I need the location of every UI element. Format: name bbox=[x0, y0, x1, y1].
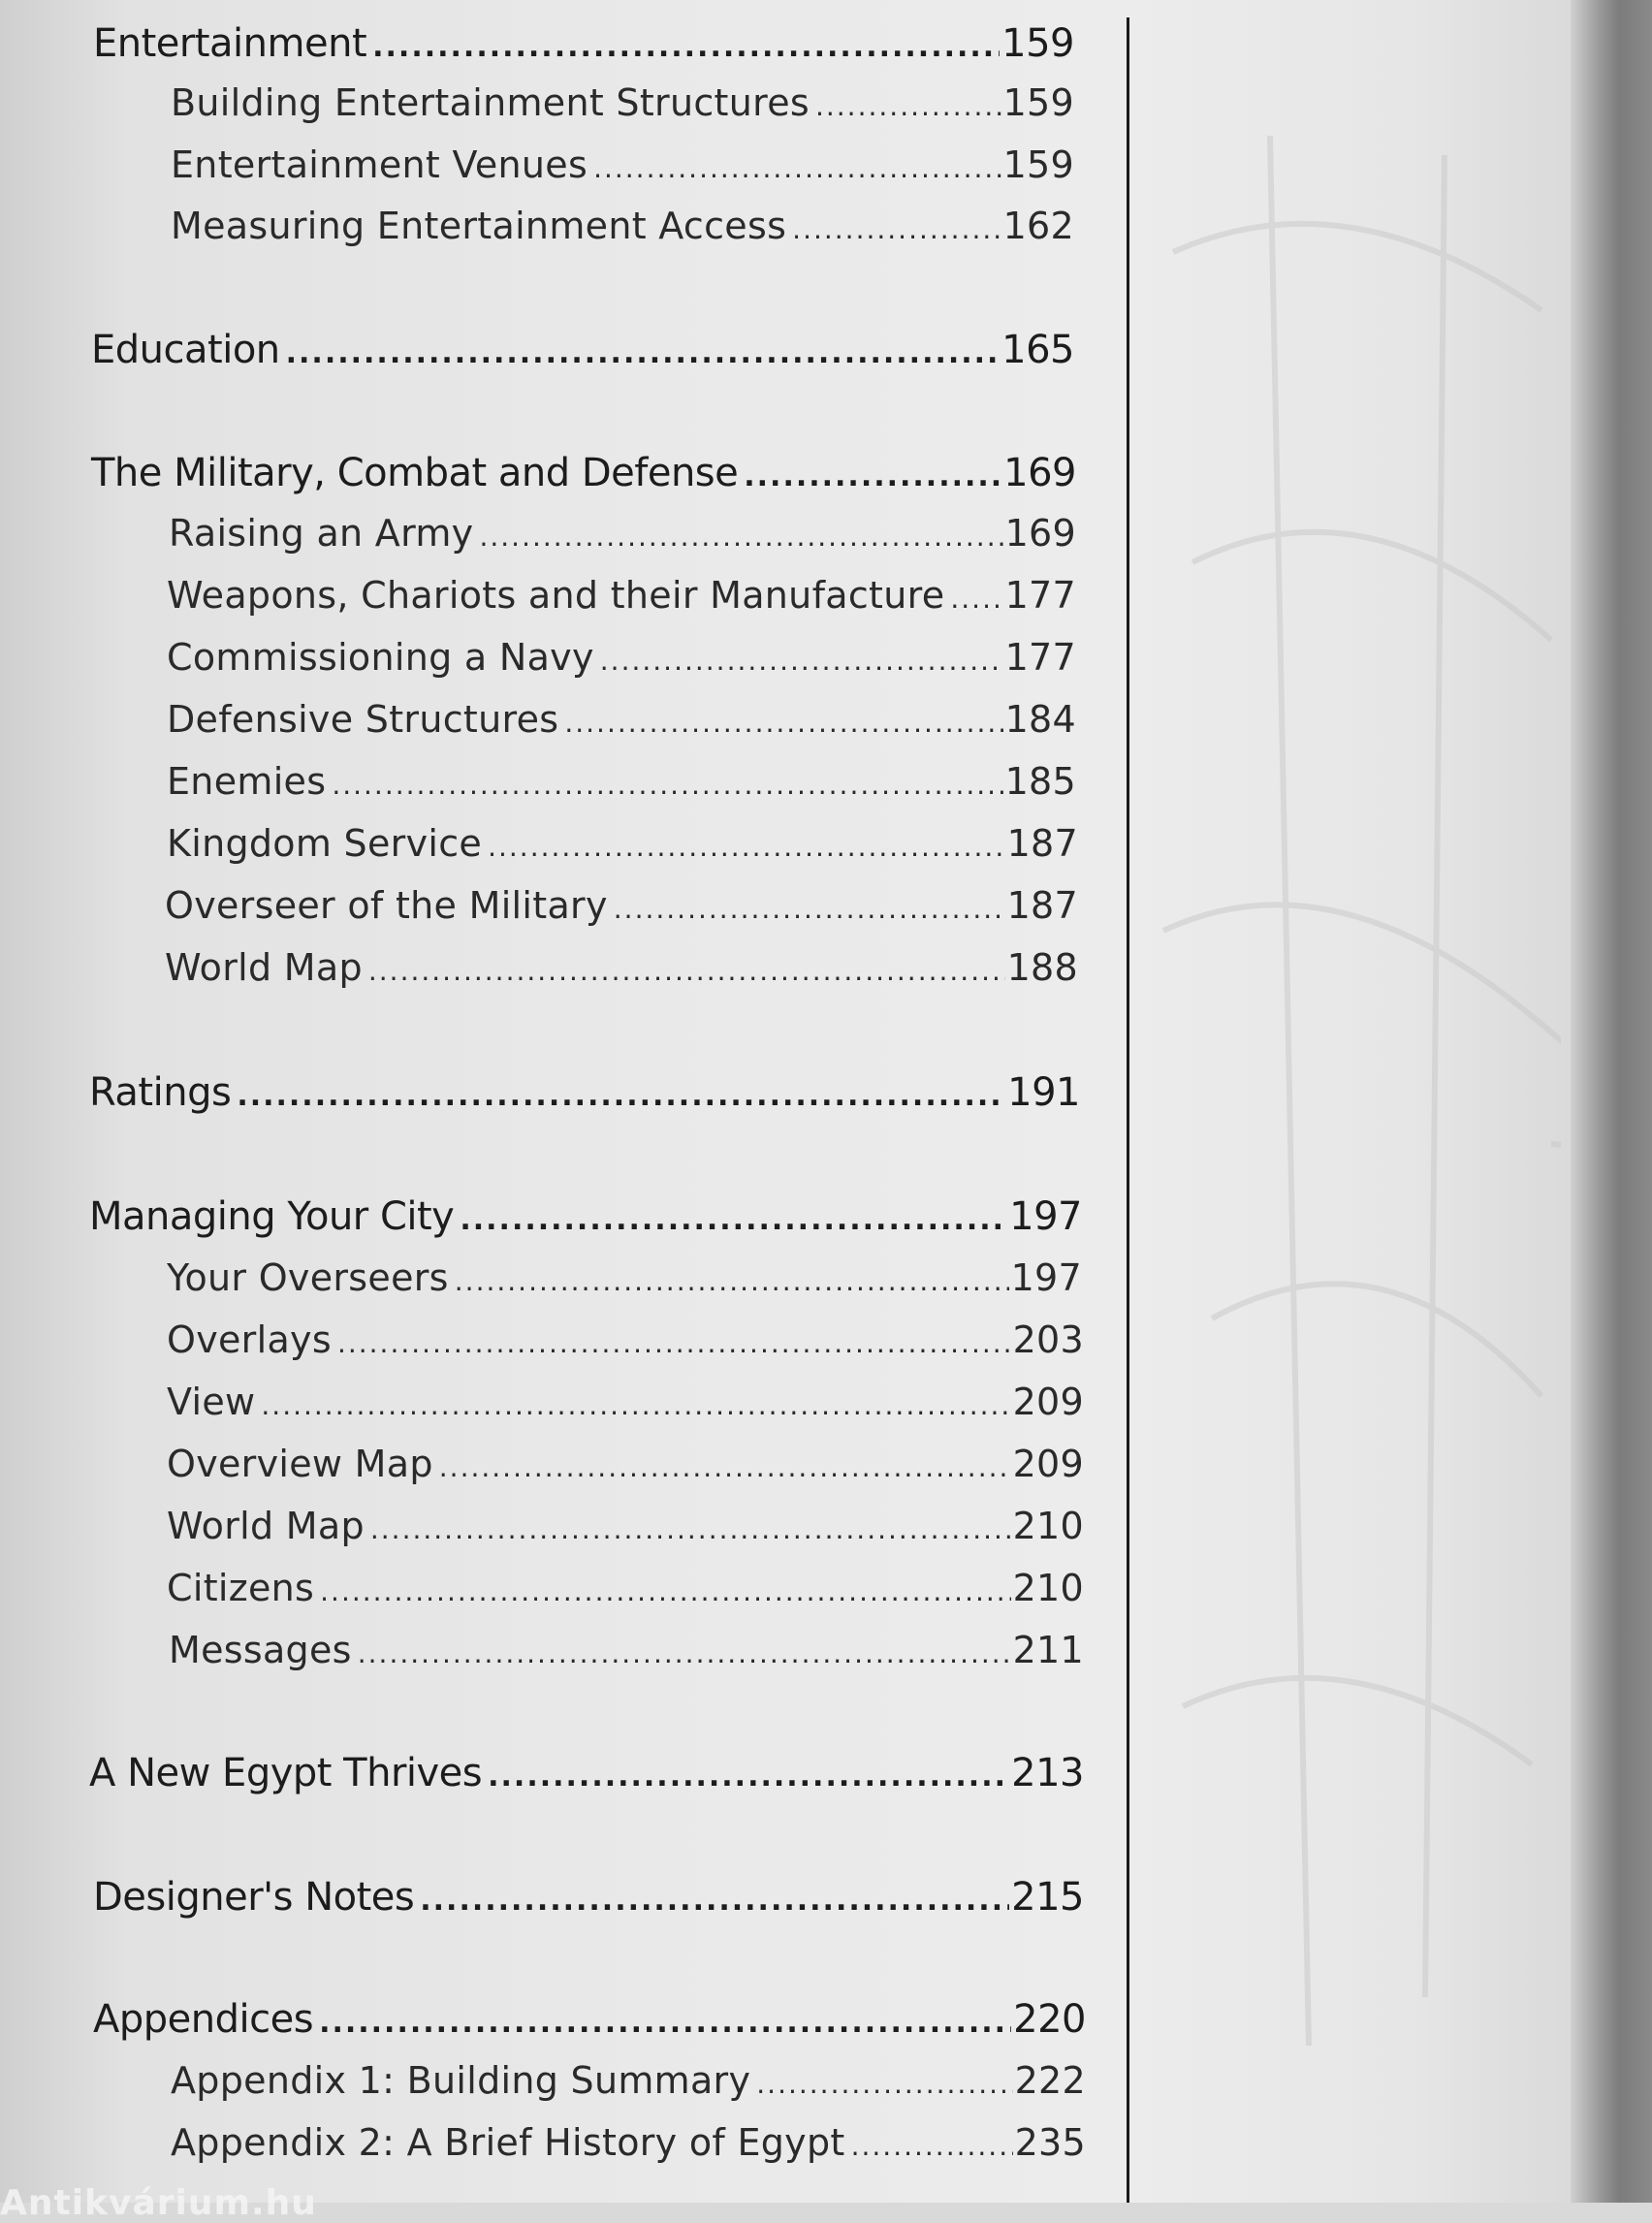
toc-sub-entry bbox=[167, 1381, 1084, 1423]
toc-entry-page: 177 bbox=[1004, 636, 1076, 679]
leader-dots bbox=[488, 1760, 1009, 1794]
toc-sub-entry bbox=[167, 1318, 1084, 1361]
leader-dots bbox=[319, 2006, 1011, 2040]
toc-entry-page: 159 bbox=[1001, 21, 1074, 66]
leader-dots bbox=[600, 645, 1003, 677]
toc-sub-entry bbox=[167, 574, 1076, 617]
toc-entry-title: Managing Your City bbox=[89, 1194, 455, 1239]
leader-dots bbox=[358, 1637, 1011, 1669]
toc-entry-page: 209 bbox=[1012, 1443, 1084, 1485]
leader-dots bbox=[614, 893, 1005, 925]
toc-entry-page: 184 bbox=[1004, 698, 1076, 741]
toc-sub-entry bbox=[167, 1443, 1084, 1485]
toc-sub-entry bbox=[169, 512, 1076, 555]
leader-dots bbox=[237, 1079, 1005, 1113]
column-divider-line bbox=[1127, 17, 1129, 2203]
toc-chapter-entry bbox=[89, 1194, 1082, 1239]
toc-entry-page: 165 bbox=[1001, 328, 1074, 372]
toc-entry-page: 209 bbox=[1012, 1381, 1084, 1423]
toc-chapter-entry bbox=[93, 1997, 1086, 2042]
toc-entry-title: Messages bbox=[169, 1629, 352, 1671]
toc-sub-entry bbox=[167, 1567, 1084, 1609]
toc-entry-page: 185 bbox=[1004, 760, 1076, 803]
leader-dots bbox=[851, 2130, 1013, 2162]
toc-entry-page: 197 bbox=[1009, 1194, 1082, 1239]
toc-entry-page: 177 bbox=[1004, 574, 1076, 617]
toc-chapter-entry bbox=[91, 328, 1074, 372]
toc-sub-entry bbox=[167, 1256, 1082, 1299]
toc-entry-title: Education bbox=[91, 328, 280, 372]
toc-sub-entry bbox=[167, 698, 1076, 741]
toc-entry-page: 169 bbox=[1004, 512, 1076, 555]
toc-sub-entry bbox=[169, 1629, 1084, 1671]
toc-entry-page: 210 bbox=[1012, 1505, 1084, 1547]
leader-dots bbox=[368, 955, 1005, 987]
toc-entry-title: Overview Map bbox=[167, 1443, 433, 1485]
toc-entry-title: Citizens bbox=[167, 1567, 315, 1609]
leader-dots bbox=[261, 1389, 1010, 1421]
toc-chapter-entry bbox=[89, 1751, 1084, 1795]
leader-dots bbox=[332, 769, 1002, 801]
toc-entry-title: Enemies bbox=[167, 760, 327, 803]
toc-sub-entry bbox=[171, 2121, 1086, 2164]
toc-entry-title: Designer's Notes bbox=[93, 1875, 415, 1920]
toc-entry-title: Entertainment Venues bbox=[171, 143, 588, 186]
toc-entry-title: Entertainment bbox=[93, 21, 367, 66]
toc-entry-page: 235 bbox=[1014, 2121, 1086, 2164]
toc-sub-entry bbox=[171, 205, 1074, 247]
toc-entry-title: World Map bbox=[167, 1505, 365, 1547]
toc-entry-title: Raising an Army bbox=[169, 512, 474, 555]
toc-entry-title: The Military, Combat and Defense bbox=[91, 451, 739, 495]
toc-entry-page: 210 bbox=[1012, 1567, 1084, 1609]
toc-sub-entry bbox=[165, 946, 1078, 989]
leader-dots bbox=[439, 1451, 1011, 1483]
toc-entry-page: 220 bbox=[1013, 1997, 1086, 2042]
toc-entry-title: Ratings bbox=[89, 1070, 232, 1115]
leader-dots bbox=[337, 1327, 1011, 1359]
toc-chapter-entry bbox=[91, 451, 1076, 495]
leader-dots bbox=[372, 30, 1000, 64]
toc-entry-title: Appendices bbox=[93, 1997, 314, 2042]
toc-entry-title: World Map bbox=[165, 946, 363, 989]
toc-sub-entry bbox=[167, 822, 1078, 865]
toc-entry-page: 191 bbox=[1007, 1070, 1080, 1115]
page-edge-shadow bbox=[1571, 0, 1652, 2203]
leader-dots bbox=[420, 1884, 1009, 1918]
toc-entry-title: Commissioning a Navy bbox=[167, 636, 594, 679]
toc-entry-page: 213 bbox=[1011, 1751, 1084, 1795]
leader-dots bbox=[455, 1265, 1009, 1297]
toc-entry-title: A New Egypt Thrives bbox=[89, 1751, 483, 1795]
toc-sub-entry bbox=[167, 760, 1076, 803]
toc-sub-entry bbox=[171, 2059, 1086, 2102]
toc-entry-page: 211 bbox=[1012, 1629, 1084, 1671]
toc-entry-page: 162 bbox=[1002, 205, 1074, 247]
leader-dots bbox=[286, 336, 1001, 370]
toc-entry-page: 188 bbox=[1006, 946, 1078, 989]
leader-dots bbox=[756, 2068, 1012, 2100]
toc-entry-title: Overlays bbox=[167, 1318, 332, 1361]
toc-sub-entry bbox=[171, 143, 1074, 186]
leader-dots bbox=[370, 1513, 1011, 1545]
leader-dots bbox=[593, 152, 1001, 184]
toc-entry-page: 159 bbox=[1002, 143, 1074, 186]
toc-entry-title: Kingdom Service bbox=[167, 822, 483, 865]
leader-dots bbox=[950, 583, 1002, 615]
toc-sub-entry bbox=[165, 884, 1078, 927]
toc-chapter-entry bbox=[93, 21, 1074, 66]
toc-entry-page: 169 bbox=[1003, 451, 1076, 495]
leader-dots bbox=[792, 213, 1001, 245]
leader-dots bbox=[488, 831, 1004, 863]
leader-dots bbox=[460, 1203, 1007, 1237]
toc-entry-page: 203 bbox=[1012, 1318, 1084, 1361]
leader-dots bbox=[479, 521, 1002, 553]
toc-entry-page: 197 bbox=[1010, 1256, 1082, 1299]
toc-entry-title: Your Overseers bbox=[167, 1256, 449, 1299]
toc-sub-entry bbox=[171, 81, 1074, 124]
toc-chapter-entry bbox=[93, 1875, 1084, 1920]
toc-entry-page: 159 bbox=[1002, 81, 1074, 124]
toc-entry-title: Measuring Entertainment Access bbox=[171, 205, 787, 247]
toc-entry-page: 222 bbox=[1014, 2059, 1086, 2102]
toc-entry-title: Weapons, Chariots and their Manufacture bbox=[167, 574, 945, 617]
watermark-text: Antikvárium.hu bbox=[0, 2183, 317, 2223]
toc-entry-title: View bbox=[167, 1381, 256, 1423]
leader-dots bbox=[564, 707, 1002, 739]
toc-entry-title: Appendix 2: A Brief History of Egypt bbox=[171, 2121, 845, 2164]
leader-dots bbox=[815, 90, 1001, 122]
toc-entry-title: Overseer of the Military bbox=[165, 884, 608, 927]
leader-dots bbox=[320, 1575, 1010, 1607]
toc-entry-page: 215 bbox=[1011, 1875, 1084, 1920]
toc-entry-title: Building Entertainment Structures bbox=[171, 81, 810, 124]
toc-entry-title: Appendix 1: Building Summary bbox=[171, 2059, 751, 2102]
toc-sub-entry bbox=[167, 636, 1076, 679]
faded-background-illustration bbox=[1154, 58, 1561, 2094]
toc-sub-entry bbox=[167, 1505, 1084, 1547]
toc-entry-title: Defensive Structures bbox=[167, 698, 559, 741]
leader-dots bbox=[744, 460, 1001, 493]
toc-chapter-entry bbox=[89, 1070, 1080, 1115]
toc-entry-page: 187 bbox=[1006, 884, 1078, 927]
toc-entry-page: 187 bbox=[1006, 822, 1078, 865]
